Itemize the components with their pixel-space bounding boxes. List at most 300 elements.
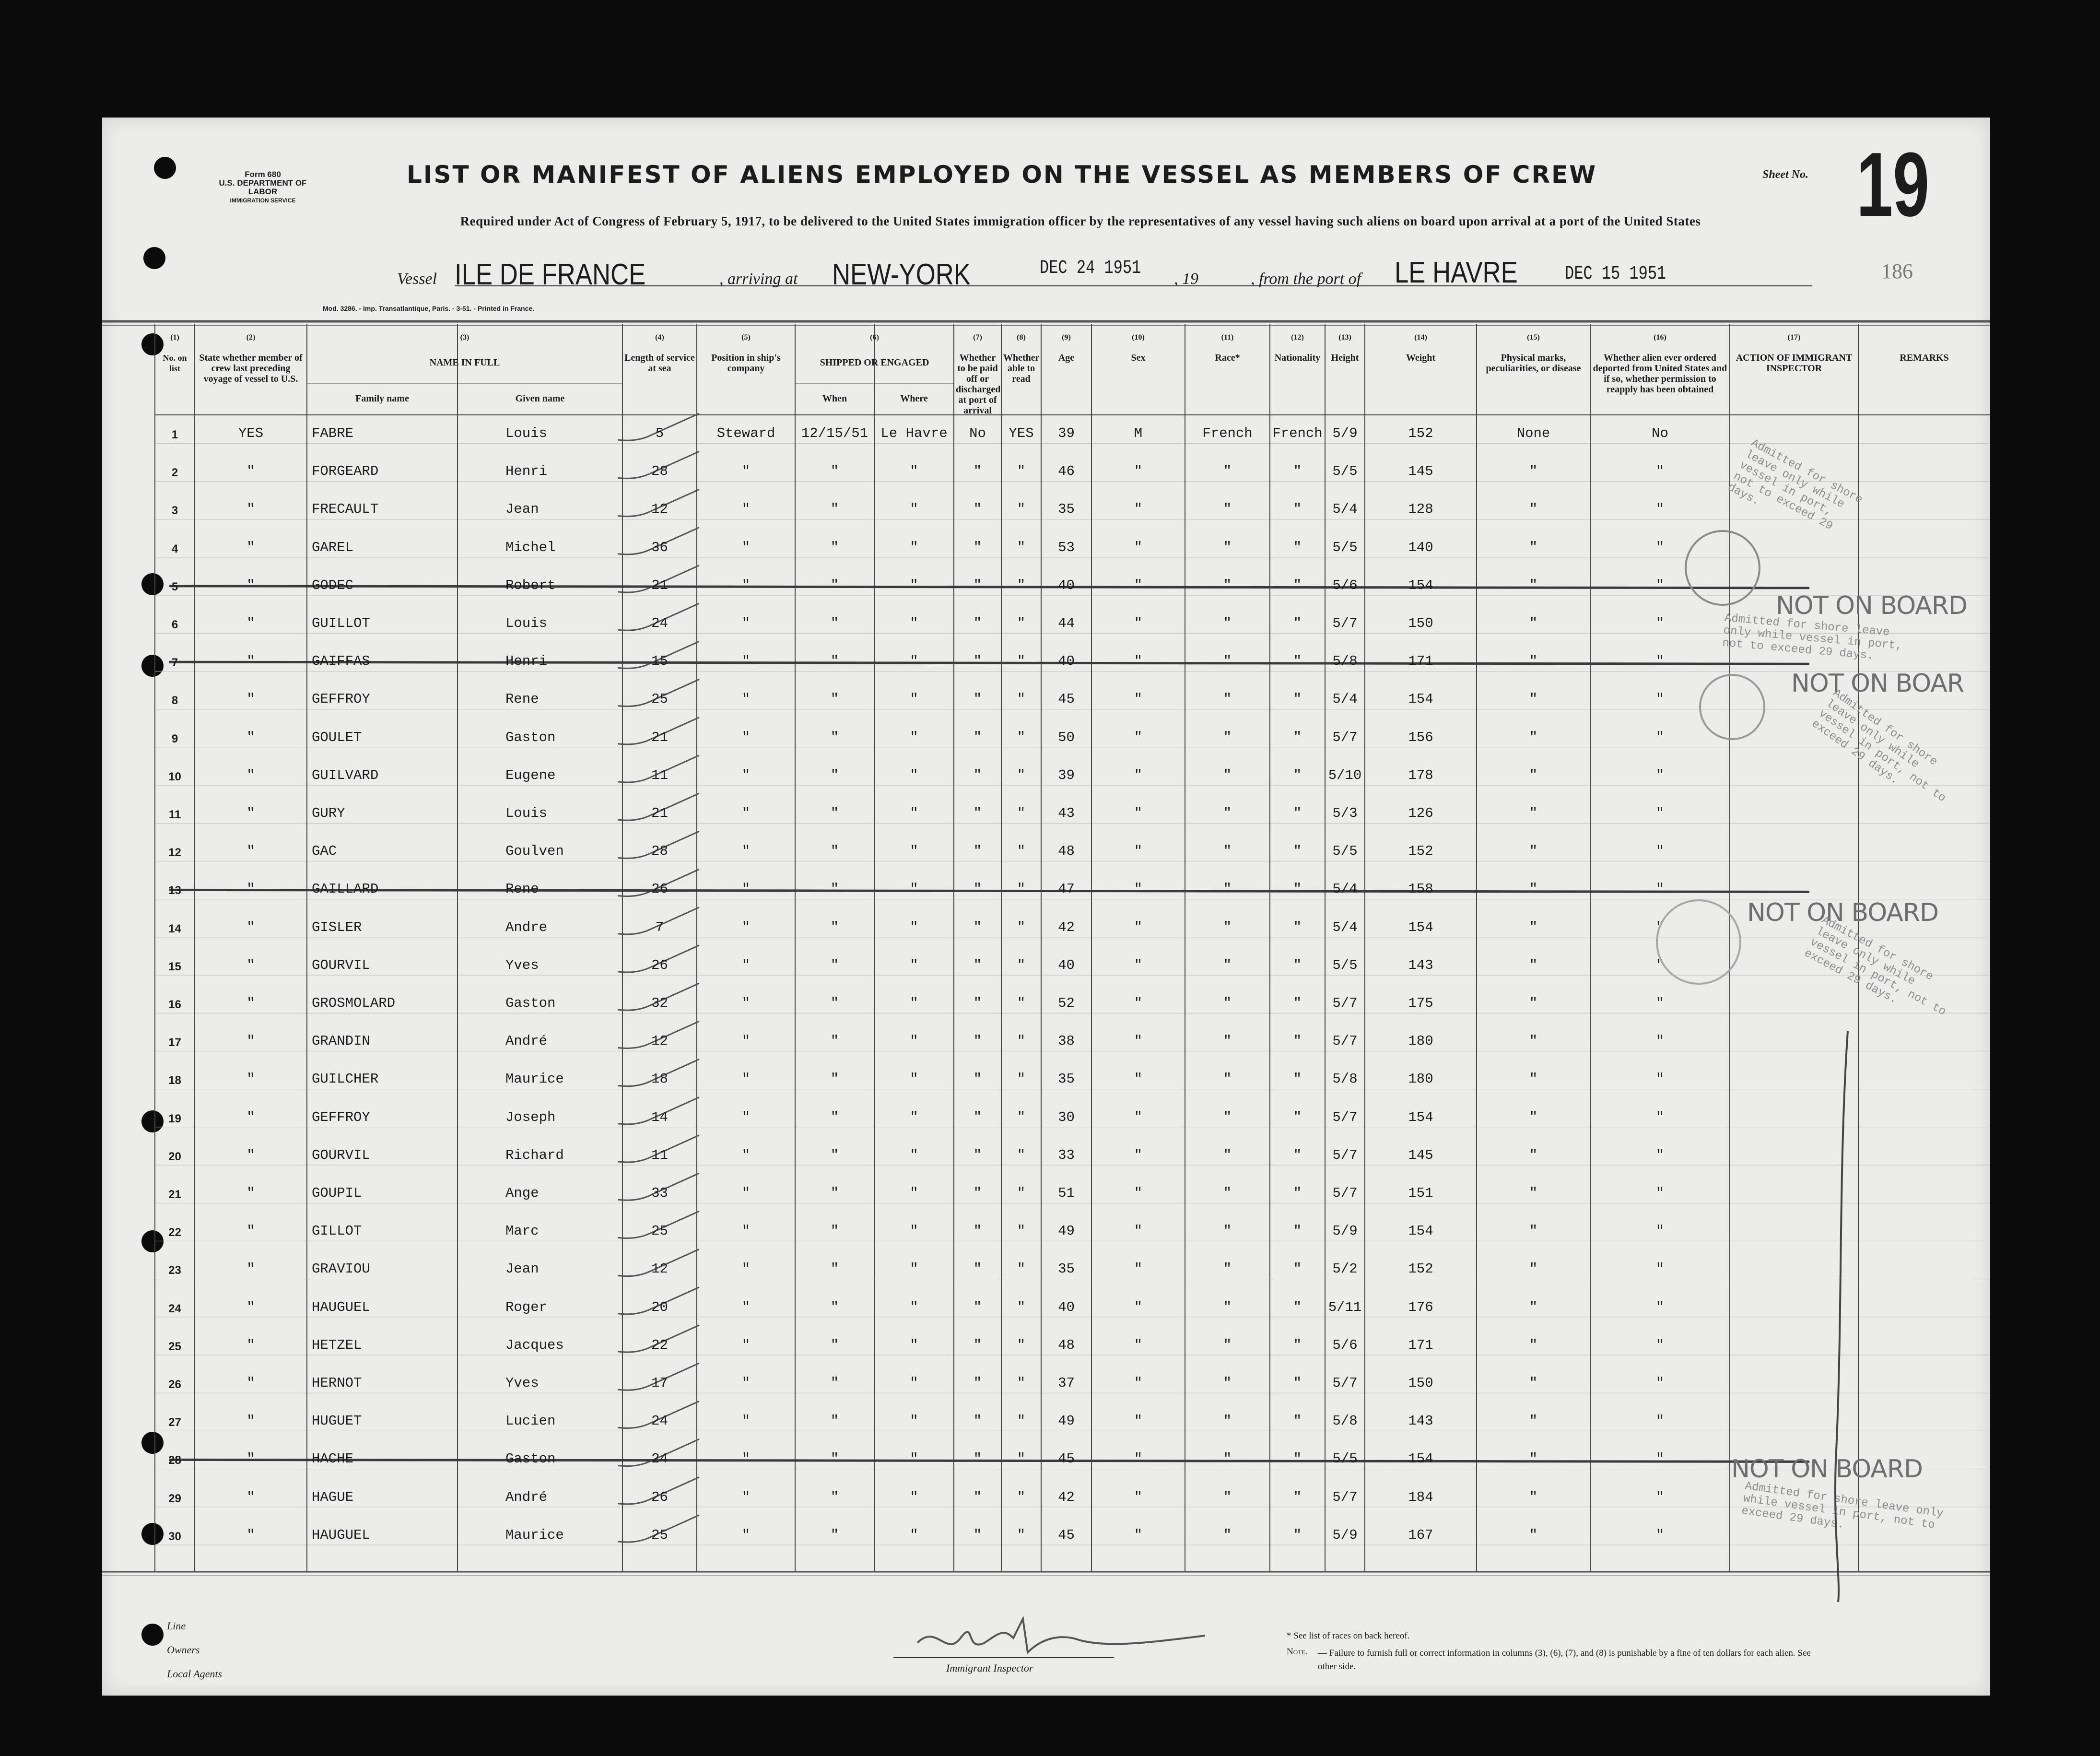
given-name-cell: Robert (505, 577, 556, 593)
position-cell: " (741, 691, 751, 707)
given-name-cell: Gaston (505, 995, 556, 1011)
race-cell: " (1223, 1375, 1232, 1391)
footer-owners-label: Owners (167, 1644, 200, 1656)
physical-marks-cell: " (1529, 1527, 1538, 1543)
prior-voyage-cell: " (246, 729, 255, 745)
height-cell: 5/4 (1332, 501, 1358, 518)
row-number: 24 (168, 1302, 181, 1315)
race-cell: " (1223, 1413, 1232, 1429)
age-cell: 35 (1058, 1071, 1075, 1087)
row-number: 3 (171, 504, 178, 518)
physical-marks-cell: " (1529, 691, 1538, 707)
sex-cell: " (1134, 1261, 1143, 1277)
able-to-read-cell: " (1017, 577, 1026, 593)
race-cell: " (1223, 1299, 1232, 1315)
prior-voyage-cell: " (246, 995, 255, 1011)
able-to-read-cell: " (1017, 691, 1026, 707)
deported-cell: " (1655, 1451, 1665, 1467)
inspector-signature (908, 1609, 1215, 1662)
position-cell: " (741, 919, 751, 935)
row-number: 16 (168, 998, 181, 1011)
service-length-cell: 25 (651, 1527, 668, 1543)
paid-off-cell: " (973, 1261, 982, 1277)
paid-off-cell: " (973, 843, 982, 860)
physical-marks-cell: " (1529, 1261, 1538, 1277)
column-header: State whether member of crew last preceding voyage of vessel to U.S. (199, 353, 303, 384)
sheet-label: Sheet No. (1762, 168, 1808, 181)
sex-cell: " (1134, 1451, 1143, 1467)
races-footnote: * See list of races on back hereof. (1287, 1631, 1410, 1641)
race-cell: " (1223, 1527, 1232, 1543)
shipped-when-cell: " (830, 1071, 839, 1087)
given-name-cell: Henri (505, 463, 548, 480)
nationality-cell: " (1293, 577, 1302, 593)
position-cell: " (741, 1261, 751, 1277)
position-cell: " (741, 805, 751, 821)
prior-voyage-cell: " (246, 1147, 255, 1163)
shipped-when-cell: " (830, 539, 839, 555)
given-name-cell: Joseph (505, 1109, 556, 1125)
paid-off-cell: " (973, 995, 982, 1011)
deported-cell: " (1655, 843, 1665, 860)
deported-cell: " (1655, 1413, 1665, 1429)
able-to-read-cell: " (1017, 919, 1026, 935)
given-name-cell: Jacques (505, 1337, 564, 1353)
deported-cell: " (1655, 1147, 1665, 1163)
physical-marks-cell: " (1529, 957, 1538, 973)
able-to-read-cell: " (1017, 1337, 1026, 1353)
prior-voyage-cell: " (246, 1109, 255, 1125)
family-name-cell: GROSMOLARD (312, 995, 396, 1011)
nationality-cell: " (1293, 1337, 1302, 1353)
prior-voyage-cell: " (246, 1337, 255, 1353)
column-subheader: Where (900, 393, 928, 404)
weight-cell: 158 (1408, 881, 1433, 897)
able-to-read-cell: " (1017, 653, 1026, 670)
nationality-cell: " (1293, 995, 1302, 1011)
physical-marks-cell: " (1529, 843, 1538, 860)
service-length-cell: 22 (651, 1337, 668, 1353)
shipped-where-cell: " (910, 1527, 918, 1543)
height-cell: 5/7 (1332, 1489, 1358, 1505)
race-cell: " (1223, 1185, 1232, 1201)
age-cell: 48 (1058, 1337, 1075, 1353)
column-header: Height (1331, 353, 1359, 363)
weight-cell: 154 (1408, 1451, 1433, 1467)
family-name-cell: GRANDIN (312, 1033, 370, 1049)
column-number: (12) (1291, 333, 1304, 342)
prior-voyage-cell: " (246, 843, 255, 860)
race-cell: " (1223, 729, 1232, 745)
position-cell: " (741, 881, 751, 897)
service-length-cell: 26 (651, 1489, 668, 1505)
sex-cell: " (1134, 1109, 1143, 1125)
shipped-where-cell: " (910, 691, 918, 707)
weight-cell: 152 (1408, 1261, 1433, 1277)
able-to-read-cell: " (1017, 805, 1026, 821)
prior-voyage-cell: " (246, 1489, 255, 1505)
deported-cell: " (1655, 995, 1665, 1011)
row-number: 2 (171, 466, 178, 480)
weight-cell: 128 (1408, 501, 1433, 518)
able-to-read-cell: " (1017, 1033, 1026, 1049)
family-name-cell: GOULET (312, 729, 362, 745)
family-name-cell: GEFFROY (312, 1109, 370, 1125)
sex-cell: " (1134, 1489, 1143, 1505)
sex-cell: " (1134, 881, 1143, 897)
column-header: Weight (1406, 353, 1436, 363)
weight-cell: 180 (1408, 1071, 1433, 1087)
arrival-port: NEW-YORK (832, 258, 971, 291)
sex-cell: " (1134, 729, 1143, 745)
shipped-where-cell: " (910, 1375, 918, 1391)
shipped-where-cell: " (910, 805, 918, 821)
age-cell: 46 (1058, 463, 1075, 480)
row-number: 11 (168, 808, 181, 821)
position-cell: " (741, 1337, 751, 1353)
column-header: NAME IN FULL (429, 357, 500, 368)
able-to-read-cell: " (1017, 501, 1026, 518)
sex-cell: " (1134, 1413, 1143, 1429)
form-title: LIST OR MANIFEST OF ALIENS EMPLOYED ON THE VESSEL AS MEMBERS OF CREW (407, 161, 1597, 189)
age-cell: 42 (1058, 919, 1075, 935)
row-number: 30 (168, 1530, 181, 1543)
paid-off-cell: " (973, 1489, 982, 1505)
nationality-cell: " (1293, 957, 1302, 973)
service-length-cell: 21 (651, 805, 668, 821)
shipped-when-cell: " (830, 577, 839, 593)
not-on-board-stamp: NOT ON BOARD (1747, 898, 1938, 927)
nationality-cell: " (1293, 881, 1302, 897)
deported-cell: " (1655, 463, 1665, 480)
prior-voyage-cell: " (246, 1261, 255, 1277)
paid-off-cell: " (973, 653, 982, 670)
service-length-cell: 12 (651, 1261, 668, 1277)
shipped-where-cell: " (910, 1413, 918, 1429)
race-cell: " (1223, 843, 1232, 860)
column-number: (17) (1787, 333, 1801, 342)
family-name-cell: GISLER (312, 919, 362, 935)
race-cell: " (1223, 691, 1232, 707)
given-name-cell: Maurice (505, 1527, 564, 1543)
given-name-cell: Rene (505, 881, 539, 897)
able-to-read-cell: " (1017, 1527, 1026, 1543)
able-to-read-cell: " (1017, 881, 1026, 897)
prior-voyage-cell: " (246, 539, 255, 555)
given-name-cell: Maurice (505, 1071, 564, 1087)
deported-cell: " (1655, 957, 1665, 973)
paid-off-cell: " (973, 539, 982, 555)
prior-voyage-cell: " (246, 1451, 255, 1467)
family-name-cell: HERNOT (312, 1375, 362, 1391)
sex-cell: " (1134, 1071, 1143, 1087)
service-length-cell: 25 (651, 1223, 668, 1239)
physical-marks-cell: " (1529, 1337, 1538, 1353)
deported-cell: " (1655, 1109, 1665, 1125)
paid-off-cell: " (973, 919, 982, 935)
family-name-cell: HACHE (312, 1451, 354, 1467)
nationality-cell: " (1293, 539, 1302, 555)
position-cell: " (741, 1489, 751, 1505)
able-to-read-cell: " (1017, 729, 1026, 745)
age-cell: 37 (1058, 1375, 1075, 1391)
admitted-stamp: Admitted for shore leave only while vessel in port, not to exceed 29 days. (1809, 686, 1948, 805)
service-length-cell: 12 (651, 501, 668, 518)
manifest-sheet (102, 118, 1990, 1696)
shipped-when-cell: " (830, 1299, 839, 1315)
note-label: Note. (1287, 1647, 1308, 1657)
shipped-when-cell: " (830, 1261, 839, 1277)
height-cell: 5/8 (1332, 653, 1358, 670)
port-seal-stamp (1685, 530, 1760, 606)
nationality-cell: " (1293, 919, 1302, 935)
shipped-where-cell: " (910, 843, 918, 860)
physical-marks-cell: " (1529, 463, 1538, 480)
able-to-read-cell: " (1017, 767, 1026, 783)
age-cell: 40 (1058, 577, 1075, 593)
height-cell: 5/8 (1332, 1413, 1358, 1429)
shipped-when-cell: " (830, 1223, 839, 1239)
race-cell: " (1223, 805, 1232, 821)
sheet-subnumber: 186 (1881, 259, 1913, 283)
column-number: (9) (1062, 333, 1071, 342)
nationality-cell: " (1293, 1413, 1302, 1429)
shipped-when-cell: " (830, 1147, 839, 1163)
weight-cell: 176 (1408, 1299, 1433, 1315)
height-cell: 5/7 (1332, 995, 1358, 1011)
paid-off-cell: " (973, 957, 982, 973)
able-to-read-cell: " (1017, 463, 1026, 480)
prior-voyage-cell: " (246, 615, 255, 631)
age-cell: 35 (1058, 1261, 1075, 1277)
shipped-when-cell: " (830, 653, 839, 670)
family-name-cell: HAUGUEL (312, 1299, 370, 1315)
position-cell: " (741, 1071, 751, 1087)
family-name-cell: GODEC (312, 577, 354, 593)
age-cell: 44 (1058, 615, 1075, 631)
given-name-cell: Gaston (505, 729, 556, 745)
row-number: 29 (168, 1492, 181, 1505)
sex-cell: " (1134, 843, 1143, 860)
position-cell: " (741, 1299, 751, 1315)
deported-cell: " (1655, 1489, 1665, 1505)
year-label: , 19 (1174, 270, 1198, 288)
weight-cell: 152 (1408, 425, 1433, 441)
sheet-number: 19 (1856, 134, 1930, 236)
row-number: 20 (168, 1150, 181, 1163)
service-length-cell: 12 (651, 1033, 668, 1049)
age-cell: 35 (1058, 501, 1075, 518)
shipped-where-cell: " (910, 1299, 918, 1315)
not-on-board-stamp: NOT ON BOAR (1791, 669, 1964, 698)
shipped-when-cell: " (830, 1489, 839, 1505)
height-cell: 5/10 (1328, 767, 1362, 783)
column-header: REMARKS (1900, 353, 1949, 363)
physical-marks-cell: " (1529, 729, 1538, 745)
able-to-read-cell: " (1017, 1109, 1026, 1125)
shipped-where-cell: " (910, 1261, 918, 1277)
shipped-when-cell: " (830, 1527, 839, 1543)
position-cell: Steward (716, 425, 775, 441)
printer-note: Mod. 3286. - Imp. Transatlantique, Paris. - 3-51. - Printed in France. (323, 305, 535, 312)
nationality-cell: " (1293, 1451, 1302, 1467)
row-number: 5 (171, 580, 178, 593)
paid-off-cell: " (973, 1413, 982, 1429)
shipped-when-cell: " (830, 1033, 839, 1049)
row-number: 1 (171, 428, 178, 441)
row-number: 15 (168, 960, 181, 973)
physical-marks-cell: " (1529, 615, 1538, 631)
service-length-cell: 21 (651, 577, 668, 593)
nationality-cell: " (1293, 767, 1302, 783)
age-cell: 50 (1058, 729, 1075, 745)
physical-marks-cell: " (1529, 1451, 1538, 1467)
column-header: Whether alien ever ordered deported from United States and if so, whether permission to reapply has been obtained (1593, 353, 1727, 395)
physical-marks-cell: " (1529, 995, 1538, 1011)
given-name-cell: Jean (505, 501, 539, 518)
height-cell: 5/5 (1332, 957, 1358, 973)
sex-cell: " (1134, 1337, 1143, 1353)
shipped-when-cell: " (830, 729, 839, 745)
race-cell: " (1223, 539, 1232, 555)
prior-voyage-cell: " (246, 1375, 255, 1391)
given-name-cell: Louis (505, 805, 548, 821)
inspector-label: Immigrant Inspector (946, 1662, 1033, 1674)
given-name-cell: Yves (505, 1375, 539, 1391)
race-cell: " (1223, 1451, 1232, 1467)
physical-marks-cell: " (1529, 1299, 1538, 1315)
shipped-when-cell: " (830, 501, 839, 518)
row-number: 10 (168, 770, 181, 783)
column-number: (15) (1527, 333, 1540, 342)
weight-cell: 154 (1408, 1223, 1433, 1239)
position-cell: " (741, 767, 751, 783)
able-to-read-cell: " (1017, 995, 1026, 1011)
sex-cell: " (1134, 577, 1143, 593)
column-header: No. on list (163, 353, 187, 373)
given-name-cell: Louis (505, 425, 548, 441)
nationality-cell: " (1293, 1185, 1302, 1201)
paid-off-cell: " (973, 691, 982, 707)
family-name-cell: FRECAULT (312, 501, 379, 518)
age-cell: 40 (1058, 1299, 1075, 1315)
race-cell: " (1223, 767, 1232, 783)
position-cell: " (741, 843, 751, 860)
age-cell: 48 (1058, 843, 1075, 860)
port-seal-stamp (1699, 674, 1765, 740)
shipped-where-cell: " (910, 1337, 918, 1353)
given-name-cell: André (505, 1489, 548, 1505)
nationality-cell: " (1293, 615, 1302, 631)
nationality-cell: " (1293, 653, 1302, 670)
weight-cell: 143 (1408, 957, 1433, 973)
nationality-cell: " (1293, 691, 1302, 707)
weight-cell: 145 (1408, 1147, 1433, 1163)
weight-cell: 180 (1408, 1033, 1433, 1049)
height-cell: 5/4 (1332, 919, 1358, 935)
sex-cell: " (1134, 1299, 1143, 1315)
position-cell: " (741, 1451, 751, 1467)
shipped-when-cell: " (830, 805, 839, 821)
row-number: 27 (168, 1416, 181, 1429)
age-cell: 45 (1058, 691, 1075, 707)
deported-cell: " (1655, 1071, 1665, 1087)
family-name-cell: GAILLARD (312, 881, 379, 897)
deported-cell: " (1655, 539, 1665, 555)
from-port-label: , from the port of (1251, 270, 1361, 288)
sex-cell: " (1134, 1223, 1143, 1239)
sex-cell: " (1134, 995, 1143, 1011)
deported-cell: " (1655, 615, 1665, 631)
shipped-where-cell: " (910, 1489, 918, 1505)
position-cell: " (741, 995, 751, 1011)
height-cell: 5/8 (1332, 1071, 1358, 1087)
deported-cell: " (1655, 1299, 1665, 1315)
deported-cell: " (1655, 1223, 1665, 1239)
physical-marks-cell: " (1529, 805, 1538, 821)
family-name-cell: HETZEL (312, 1337, 362, 1353)
service-length-cell: 24 (651, 1451, 668, 1467)
able-to-read-cell: " (1017, 1489, 1026, 1505)
column-header: Age (1058, 353, 1075, 363)
physical-marks-cell: " (1529, 919, 1538, 935)
nationality-cell: " (1293, 843, 1302, 860)
position-cell: " (741, 501, 751, 518)
deported-cell: " (1655, 767, 1665, 783)
given-name-cell: Gaston (505, 1451, 556, 1467)
sex-cell: " (1134, 501, 1143, 518)
sex-cell: " (1134, 463, 1143, 480)
physical-marks-cell: " (1529, 1147, 1538, 1163)
family-name-cell: GAIFFAS (312, 653, 370, 670)
shipped-where-cell: " (910, 919, 918, 935)
weight-cell: 126 (1408, 805, 1433, 821)
able-to-read-cell: " (1017, 843, 1026, 860)
position-cell: " (741, 539, 751, 555)
service-length-cell: 5 (655, 425, 664, 441)
form-number: Form 680 (245, 170, 281, 179)
shipped-when-cell: " (830, 919, 839, 935)
physical-marks-cell: " (1529, 881, 1538, 897)
prior-voyage-cell: " (246, 767, 255, 783)
paid-off-cell: " (973, 615, 982, 631)
nationality-cell: " (1293, 463, 1302, 480)
column-number: (10) (1132, 333, 1145, 342)
service-length-cell: 14 (651, 1109, 668, 1125)
able-to-read-cell: " (1017, 1375, 1026, 1391)
weight-cell: 178 (1408, 767, 1433, 783)
given-name-cell: Eugene (505, 767, 556, 783)
weight-cell: 154 (1408, 1109, 1433, 1125)
nationality-cell: " (1293, 1489, 1302, 1505)
able-to-read-cell: " (1017, 1223, 1026, 1239)
column-header: Nationality (1274, 353, 1321, 363)
prior-voyage-cell: " (246, 577, 255, 593)
position-cell: " (741, 1375, 751, 1391)
admitted-stamp: Admitted for shore leave only while vessel in port, not to exceed 29 days. (1802, 914, 1948, 1019)
age-cell: 42 (1058, 1489, 1075, 1505)
column-header: Physical marks, peculiarities, or disease (1486, 353, 1581, 374)
shipped-where-cell: " (910, 1033, 918, 1049)
inspector-bracket-mark (1829, 1029, 1857, 1604)
given-name-cell: Goulven (505, 843, 564, 860)
departure-date-stamp: DEC 15 1951 (1565, 263, 1666, 285)
paid-off-cell: " (973, 1375, 982, 1391)
prior-voyage-cell: " (246, 919, 255, 935)
shipped-where-cell: " (910, 653, 918, 670)
able-to-read-cell: " (1017, 1147, 1026, 1163)
height-cell: 5/5 (1332, 539, 1358, 555)
